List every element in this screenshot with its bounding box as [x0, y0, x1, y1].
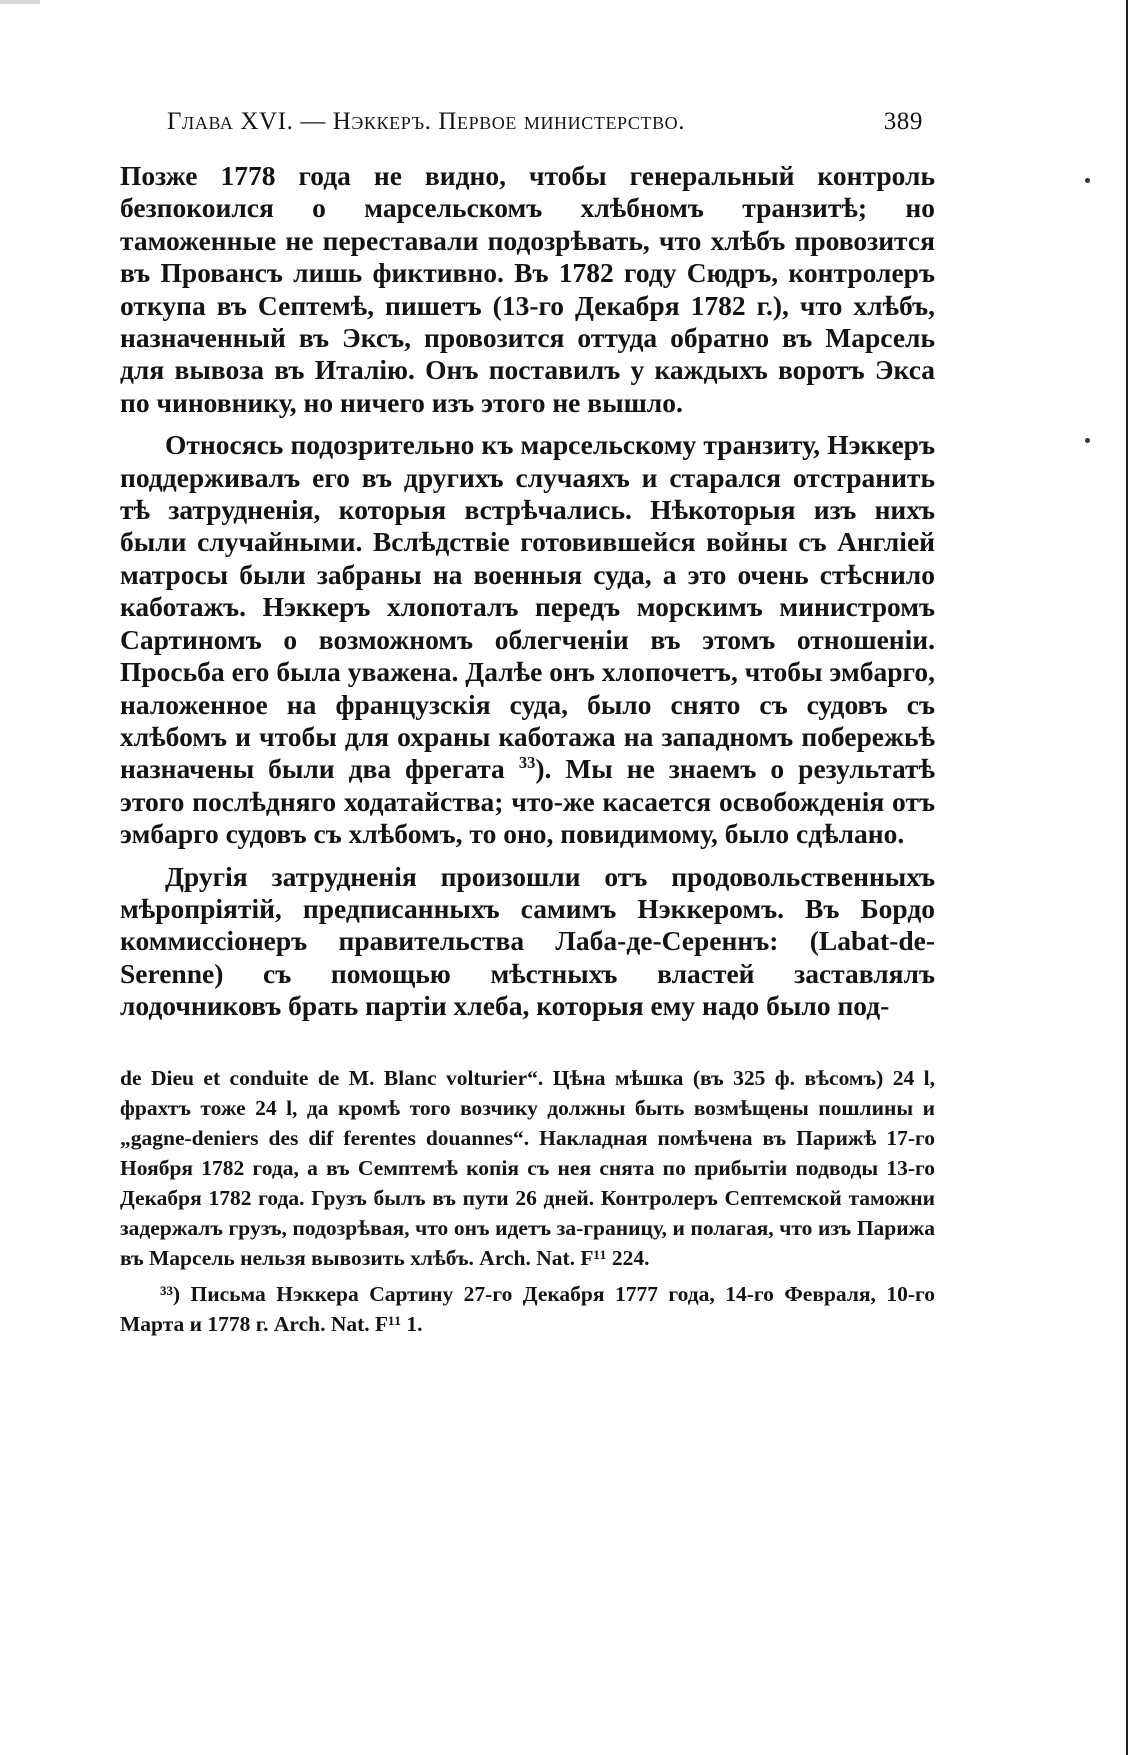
paragraph-3: Другія затрудненія произошли отъ продовольственныхъ мѣропріятій, предписанныхъ самимъ Нэккеромъ. Въ Бордо коммиссіонеръ правительства Лаба-де-Сереннъ: (Labat-de-Serenne) съ помощью мѣстныхъ властей заставлялъ лодочниковъ брать партіи хлеба, которыя ему надо было под-	[120, 860, 935, 1022]
footnote-33-text: Письма Нэккера Сартину 27-го Декабря 1777 года, 14-го Февраля, 10-го Марта и 1778 г. Arch. Nat. F¹¹ 1.	[120, 1281, 935, 1336]
book-page	[120, 108, 935, 1339]
footnotes	[120, 1063, 935, 1339]
paragraph-1: Позже 1778 года не видно, чтобы генеральный контроль безпокоился о марсельскомъ хлѣбномъ транзитѣ; но таможенные не переставали подозрѣвать, что хлѣбъ провозится въ Провансъ лишь фиктивно. Въ 1782 году Сюдръ, контролеръ откупа въ Септемѣ, пишетъ (13-го Декабря 1782 г.), что хлѣбъ, назначенный въ Эксъ, провозится оттуда обратно въ Марсель для вывоза въ Италію. Онъ поставилъ у каждыхъ воротъ Экса по чиновнику, но ничего изъ этого не вышло.	[120, 160, 935, 418]
margin-speck	[1085, 178, 1090, 183]
main-text	[120, 160, 935, 1023]
paragraph-2	[120, 429, 935, 850]
footnote-ref-33: 33	[518, 753, 536, 773]
footnote-continuation: de Dieu et conduite de M. Blanc volturier“. Цѣна мѣшка (въ 325 ф. вѣсомъ) 24 l, фрахтъ тоже 24 l, да кромѣ того возчику должны быть возмѣщены пошлины и „gagne-deniers des dif ferentes douannes“. Накладная помѣчена въ Парижѣ 17-го Ноября 1782 года, а въ Семптемѣ копія съ нея снята по прибытіи подводы 13-го Декабря 1782 года. Грузъ былъ въ пути 26 дней. Контролеръ Септемской таможни задержалъ грузъ, подозрѣвая, что онъ идетъ за-границу, и полагая, что изъ Парижа въ Марсель нельзя вывозить хлѣбъ. Arch. Nat. F¹¹ 224.	[120, 1065, 935, 1270]
page-number: 389	[883, 108, 923, 135]
running-head	[120, 108, 935, 152]
chapter-title: Глава XVI. — Нэккеръ. Первое министерство.	[167, 108, 686, 135]
footnote-33-marker: ³³)	[160, 1281, 181, 1306]
margin-speck	[1085, 438, 1090, 443]
footnote-33	[120, 1279, 935, 1339]
page-edge-line	[1126, 0, 1128, 1755]
paragraph-2-continuation: ). Мы не знаемъ о результатѣ этого послѣдняго ходатайства; что-же касается освобожденія отъ эмбарго судовъ съ хлѣбомъ, то оно, повидимому, было сдѣлано.	[120, 753, 936, 850]
paragraph-2-text: Относясь подозрительно къ марсельскому транзиту, Нэккеръ поддерживалъ его въ другихъ случаяхъ и старался отстранить тѣ затрудненія, которыя встрѣчались. Нѣкоторыя изъ нихъ были случайными. Вслѣдствіе готовившейся войны съ Англіей матросы были забраны на военныя суда, а это очень стѣснило каботажъ. Нэккеръ хлопоталъ передъ морскимъ министромъ Сартиномъ о возможномъ облегченіи въ этомъ отношеніи. Просьба его была уважена. Далѣе онъ хлопочетъ, чтобы эмбарго, наложенное на французскія суда, было снято съ судовъ съ хлѣбомъ и чтобы для охраны каботажа на западномъ побережьѣ назначены были два фрегата	[120, 429, 935, 785]
scan-corner-mark	[0, 0, 40, 4]
